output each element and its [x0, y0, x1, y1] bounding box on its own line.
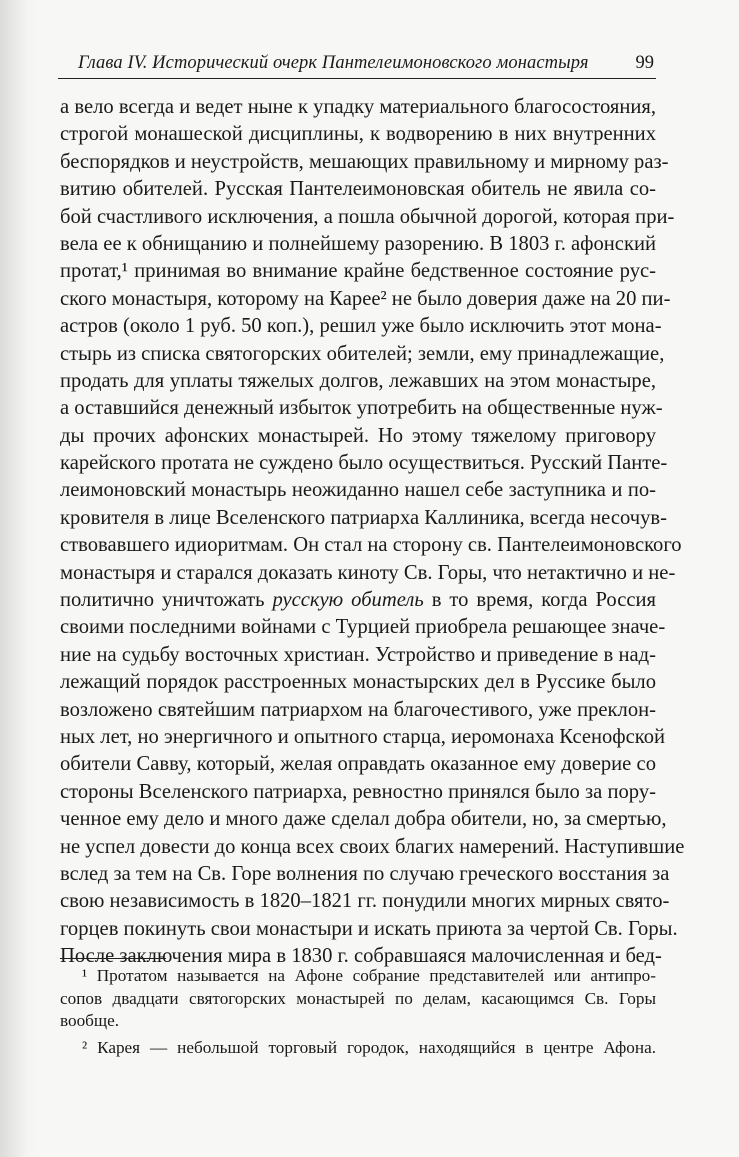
main-text — [60, 94, 685, 971]
text-line: леимоновский монастырь неожиданно нашел себе заступника и по- — [60, 479, 656, 502]
text-line: монастыря и старался доказать киноту Св. Горы, что нетактично и не- — [60, 561, 676, 584]
text-line: горцев покинуть свои монастыри и искать приюта за чертой Св. Горы. — [60, 917, 678, 940]
text-line: продать для уплаты тяжелых долгов, лежавших на этом монастыре, — [60, 369, 656, 392]
text-line: ние на судьбу восточных христиан. Устройство и приведение в над- — [60, 643, 656, 666]
text-line: протат,¹ принимая во внимание крайне бедственное состояние рус- — [60, 260, 656, 283]
page-number: 99 — [635, 53, 654, 73]
text-line: стороны Вселенского патриарха, ревностно принялся было за пору- — [60, 780, 656, 803]
text-line: ского монастыря, которому на Карее² не было доверия даже на 20 пи- — [60, 287, 671, 310]
text-line: не успел довести до конца всех своих благих намерений. Наступившие — [60, 835, 685, 858]
text-line: вела ее к обнищанию и полнейшему разорению. В 1803 г. афонский — [60, 232, 656, 255]
italic-before: политично уничтожать — [60, 589, 273, 612]
text-line: возложено святейшим патриархом на благочестивого, уже преклон- — [60, 698, 656, 721]
text-line: ных лет, но энергичного и опытного старца, иеромонаха Ксенофской — [60, 725, 666, 748]
text-line: а вело всегда и ведет ныне к упадку материального благосостояния, — [60, 96, 656, 118]
text-line: стырь из списка святогорских обителей; земли, ему принадлежащие, — [60, 342, 665, 365]
text-line: лежащий порядок расстроенных монастырских дел в Руссике было — [60, 671, 656, 694]
footnote-1-line: ¹ Протатом называется на Афоне собрание представителей или антипро- — [82, 966, 656, 985]
footnote-divider — [60, 958, 166, 959]
text-line: свою независимость в 1820–1821 гг. понудили многих мирных свято- — [60, 890, 670, 913]
text-line: ченное ему дело и много даже сделал добра обители, но, за смертью, — [60, 808, 667, 831]
footnote-1-line: вообще. — [60, 1011, 120, 1030]
text-line: строгой монашеской дисциплины, к водворению в них внутренних — [60, 123, 656, 146]
text-line: беспорядков и неустройств, мешающих правильному и мирному раз- — [60, 150, 669, 173]
text-line: кровителя в лице Вселенского патриарха Каллиника, всегда несочув- — [60, 506, 667, 529]
text-line: вслед за тем на Св. Горе волнения по случаю греческого восстания за — [60, 862, 670, 885]
text-line: бой счастливого исключения, а пошла обычной дорогой, которая при- — [60, 205, 675, 228]
footnote-1-line: сопов двадцати святогорских монастырей по делам, касающимся Св. Горы — [60, 988, 656, 1008]
text-line-with-italic — [60, 587, 656, 614]
footnotes — [60, 965, 656, 1059]
scan-shadow — [0, 0, 40, 1157]
text-line: После заключения мира в 1830 г. собравшаяся малочисленная и бед- — [60, 945, 662, 968]
chapter-title: Глава IV. Исторический очерк Пантелеимоновского монастыря — [78, 53, 589, 73]
text-line: своими последними войнами с Турцией приобрела решающее значе- — [60, 616, 666, 639]
text-line: обители Савву, который, желая оправдать оказанное ему доверие со — [60, 753, 656, 776]
running-header — [58, 52, 656, 79]
text-line: а оставшийся денежный избыток употребить на общественные нуж- — [60, 397, 663, 420]
text-line: витию обителей. Русская Пантелеимоновская обитель не явила со- — [60, 178, 656, 201]
text-line: ды прочих афонских монастырей. Но этому тяжелому приговору — [60, 424, 656, 447]
italic-phrase: русскую обитель — [272, 589, 424, 612]
footnote-2-line: ² Карея — небольшой торговый городок, находящийся в центре Афона. — [82, 1037, 656, 1057]
italic-after: в то время, когда Россия — [423, 589, 657, 612]
text-line: карейского протата не суждено было осуществиться. Русский Панте- — [60, 452, 668, 475]
text-line: астров (около 1 руб. 50 коп.), решил уже было исключить этот мона- — [60, 315, 662, 338]
text-line: ствовавшего идиоритмам. Он стал на сторону св. Пантелеимоновского — [60, 534, 682, 557]
